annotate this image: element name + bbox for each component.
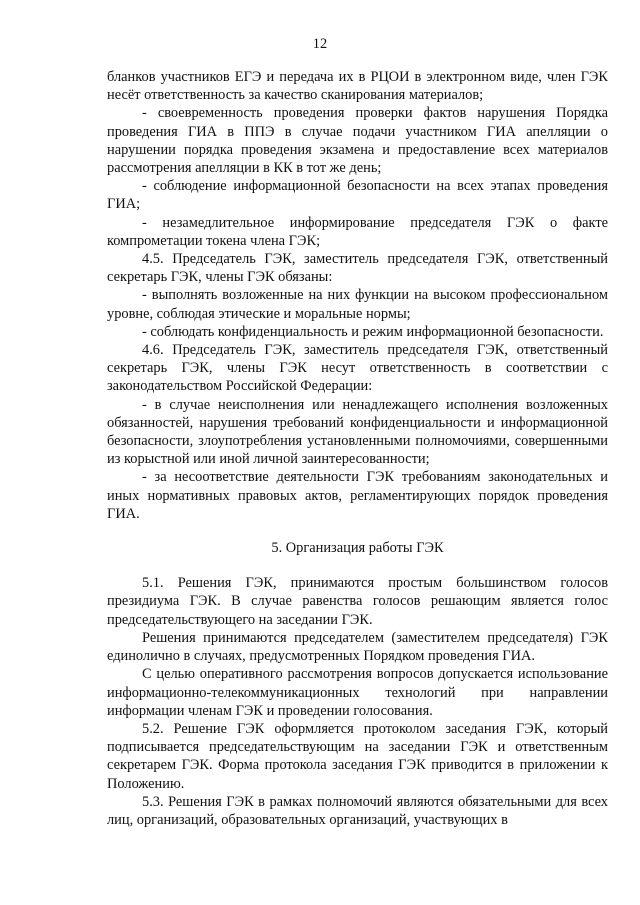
paragraph: - в случае неисполнения или ненадлежащего исполнения возложенных обязанностей, нарушения требований конфиденциальности и информационной безопасности, злоупотребления установленными полномочиями, совершенными из корыстной или иной личной заинтересованности; (107, 396, 608, 468)
page-number: 12 (312, 36, 328, 52)
paragraph: - за несоответствие деятельности ГЭК требованиям законодательных и иных нормативных правовых актов, регламентирующих порядок проведения ГИА. (107, 469, 608, 522)
section-heading: 5. Организация работы ГЭК (271, 540, 444, 557)
paragraph: бланков участников ЕГЭ и передача их в РЦОИ в электронном виде, член ГЭК несёт ответственность за качество сканирования материалов; (107, 69, 608, 104)
document-body (107, 68, 608, 829)
paragraph: 5.3. Решения ГЭК в рамках полномочий являются обязательными для всех лиц, организаций, образовательных организаций, участвующих в (107, 793, 608, 828)
paragraph: - выполнять возложенные на них функции на высоком профессиональном уровне, соблюдая этические и моральные нормы; (107, 287, 608, 322)
paragraph: - незамедлительное информирование председателя ГЭК о факте компрометации токена члена ГЭК; (107, 214, 608, 249)
paragraph: 4.5. Председатель ГЭК, заместитель председателя ГЭК, ответственный секретарь ГЭК, члены ГЭК обязаны: (107, 251, 608, 286)
paragraph: С целью оперативного рассмотрения вопросов допускается использование информационно-телекоммуникационных технологий при направлении информации членам ГЭК и проведении голосования. (107, 666, 608, 719)
paragraph: - соблюдать конфиденциальность и режим информационной безопасности. (142, 323, 604, 340)
paragraph: Решения принимаются председателем (заместителем председателя) ГЭК единолично в случаях, предусмотренных Порядком проведения ГИА. (107, 629, 608, 665)
paragraph: 4.6. Председатель ГЭК, заместитель председателя ГЭК, ответственный секретарь ГЭК, члены ГЭК несут ответственность в соответствии с законодательством Российской Федерации: (107, 342, 608, 395)
paragraph: - своевременность проведения проверки фактов нарушения Порядка проведения ГИА в ППЭ в случае подачи участником ГИА апелляции о нарушении порядка проведения экзамена и предоставление всех материалов рассмотрения апелляции в КК в тот же день; (107, 105, 608, 177)
paragraph: - соблюдение информационной безопасности на всех этапах проведения ГИА; (107, 178, 608, 213)
paragraph: 5.2. Решение ГЭК оформляется протоколом заседания ГЭК, который подписывается председательствующим на заседании ГЭК и ответственным секретарем ГЭК. Форма протокола заседания ГЭК приводится в приложении к Положению. (107, 720, 608, 792)
paragraph: 5.1. Решения ГЭК, принимаются простым большинством голосов президиума ГЭК. В случае равенства голосов решающим является голос председательствующего на заседании ГЭК. (107, 575, 608, 628)
